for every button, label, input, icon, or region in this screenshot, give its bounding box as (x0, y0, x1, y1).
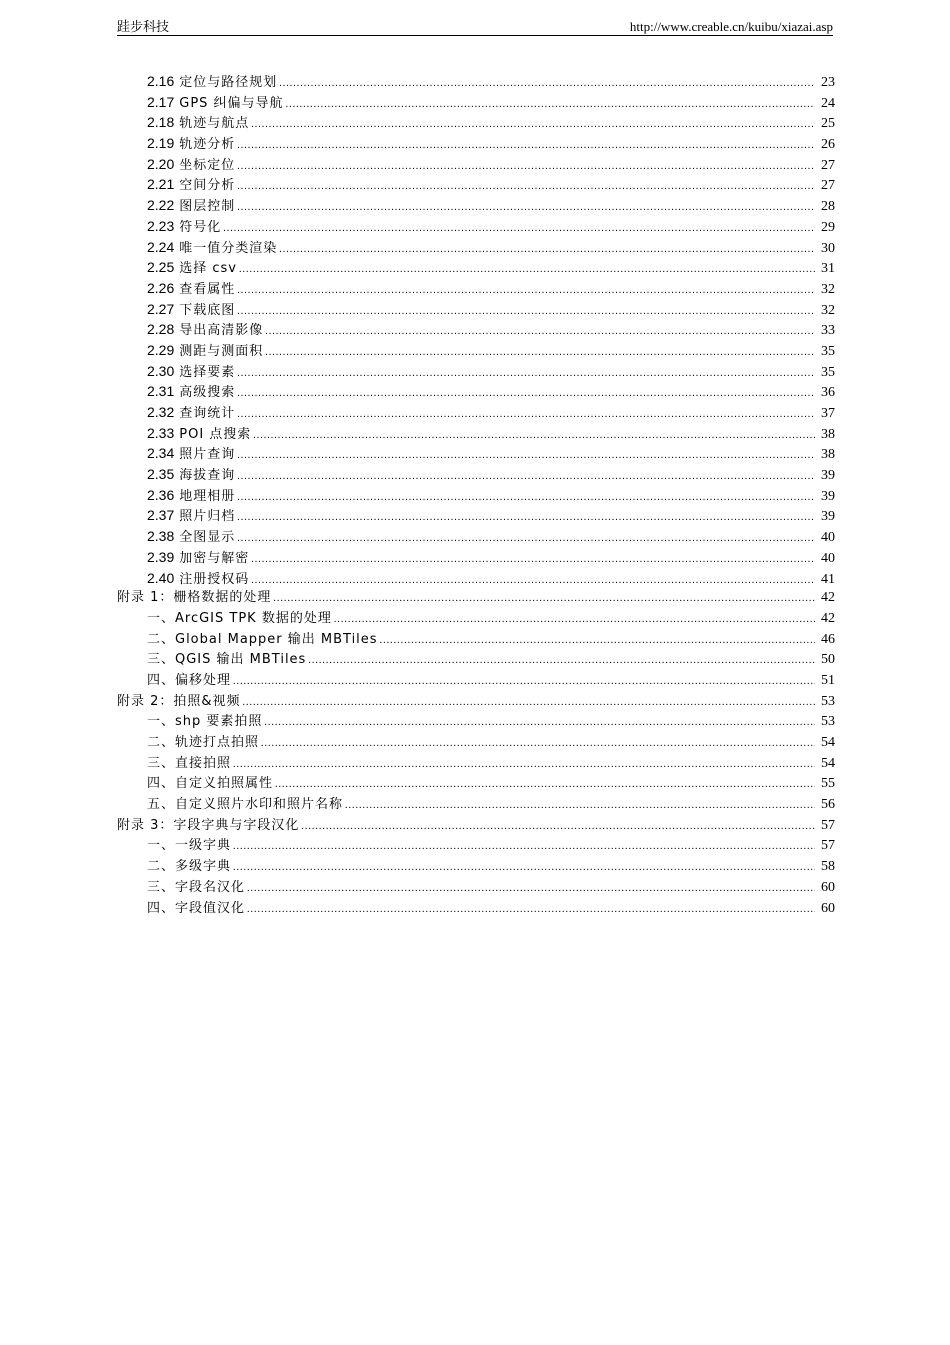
toc-entry-title: 选择 csv (179, 261, 237, 277)
toc-entry-page: 57 (821, 817, 835, 833)
company-name: 跬步科技 (117, 19, 170, 34)
toc-dot-leader (233, 837, 815, 858)
toc-dot-leader (380, 631, 815, 652)
toc-entry[interactable] (117, 195, 835, 216)
toc-entry-page: 27 (821, 178, 835, 194)
toc-entry-number: 2.16 (147, 73, 175, 89)
toc-dot-leader (265, 343, 815, 364)
toc-entry-page: 46 (821, 631, 835, 647)
toc-entry-page: 38 (821, 447, 835, 463)
toc-entry[interactable] (117, 278, 835, 299)
toc-entry[interactable] (117, 237, 835, 258)
toc-entry-title: 查看属性 (179, 281, 236, 297)
toc-entry[interactable] (117, 423, 835, 444)
toc-entry-title: 附录 2：拍照&视频 (117, 693, 241, 709)
toc-dot-leader (237, 364, 815, 385)
toc-entry-title: 下载底图 (179, 302, 236, 318)
toc-entry-title: 查询统计 (179, 406, 236, 421)
toc-entry-page: 40 (821, 530, 835, 546)
toc-entry-number: 2.18 (147, 114, 175, 131)
toc-entry-number: 2.35 (147, 466, 175, 483)
toc-entry-page: 39 (821, 509, 835, 525)
toc-entry[interactable] (117, 609, 835, 630)
toc-entry-title: 附录 3：字段字典与字段汉化 (117, 817, 300, 833)
toc-dot-leader (301, 817, 815, 838)
toc-entry[interactable] (117, 816, 835, 837)
toc-entry-title: 四、自定义拍照属性 (147, 776, 274, 792)
toc-entry-title: 选择要素 (179, 364, 236, 380)
toc-entry-title: POI 点搜索 (179, 426, 252, 442)
toc-entry[interactable] (117, 588, 835, 609)
toc-entry-title: 地理相册 (179, 488, 236, 504)
toc-entry-page: 32 (821, 281, 835, 297)
toc-entry-title: 全图显示 (179, 530, 236, 546)
toc-entry-title: 三、字段名汉化 (147, 879, 246, 895)
toc-dot-leader (223, 219, 815, 240)
toc-entry[interactable] (117, 692, 835, 713)
toc-entry[interactable] (117, 361, 835, 382)
toc-entry-page: 28 (821, 199, 835, 215)
toc-entry-number: 2.26 (147, 279, 175, 296)
toc-entry-number: 2.40 (147, 569, 175, 586)
toc-entry[interactable] (117, 216, 835, 237)
toc-entry[interactable] (117, 630, 835, 651)
toc-entry-title: 测距与测面积 (179, 343, 264, 359)
toc-entry[interactable] (117, 464, 835, 485)
toc-entry[interactable] (117, 899, 835, 920)
toc-entry-number: 2.23 (147, 217, 175, 234)
toc-entry-page: 54 (821, 735, 835, 750)
toc-entry[interactable] (117, 878, 835, 899)
toc-dot-leader (273, 589, 815, 610)
toc-entry-title: 一、一级字典 (147, 838, 232, 854)
toc-entry-number: 2.29 (147, 341, 175, 358)
toc-entry-title: 轨迹与航点 (179, 116, 250, 132)
toc-entry-title: 定位与路径规划 (179, 75, 278, 90)
page-header (117, 18, 833, 36)
toc-dot-leader (261, 734, 815, 755)
toc-entry[interactable] (117, 774, 835, 795)
toc-entry-page: 38 (821, 426, 835, 442)
toc-dot-leader (275, 775, 815, 796)
toc-entry-number: 2.24 (147, 238, 175, 255)
toc-entry[interactable] (117, 836, 835, 857)
toc-entry-title: 附录 1：栅格数据的处理 (117, 590, 272, 606)
toc-entry[interactable] (117, 174, 835, 195)
toc-dot-leader (237, 529, 815, 550)
toc-dot-leader (237, 405, 815, 426)
toc-entry[interactable] (117, 857, 835, 878)
toc-entry-title: GPS 纠偏与导航 (179, 95, 284, 111)
toc-entry-page: 30 (821, 240, 835, 256)
toc-dot-leader (239, 260, 815, 281)
toc-dot-leader (237, 302, 815, 323)
toc-dot-leader (279, 74, 815, 95)
toc-dot-leader (237, 281, 815, 302)
toc-entry-page: 51 (821, 672, 835, 688)
toc-entry-page: 39 (821, 488, 835, 504)
toc-dot-leader (237, 488, 815, 509)
toc-entry-title: 符号化 (179, 219, 222, 235)
toc-dot-leader (286, 95, 815, 116)
toc-entry-title: 海拔查询 (179, 468, 236, 484)
toc-entry[interactable] (117, 71, 835, 92)
toc-dot-leader (233, 858, 815, 879)
toc-entry-number: 2.27 (147, 300, 175, 317)
toc-entry-page: 60 (821, 900, 835, 916)
toc-entry-title: 空间分析 (179, 178, 236, 194)
toc-dot-leader (237, 384, 815, 405)
toc-dot-leader (334, 610, 815, 631)
toc-entry-title: 二、轨迹打点拍照 (147, 735, 260, 750)
toc-dot-leader (265, 322, 815, 343)
toc-dot-leader (237, 157, 815, 178)
toc-entry[interactable] (117, 733, 835, 754)
toc-dot-leader (345, 796, 815, 817)
toc-dot-leader (264, 713, 815, 734)
toc-entry-title: 唯一值分类渲染 (179, 240, 278, 256)
toc-entry-title: 一、shp 要素拍照 (147, 714, 263, 730)
toc-entry-page: 53 (821, 693, 835, 709)
toc-entry-title: 三、直接拍照 (147, 755, 232, 771)
toc-entry[interactable] (117, 92, 835, 113)
toc-entry-number: 2.39 (147, 548, 175, 565)
toc-entry-number: 2.22 (147, 197, 175, 214)
toc-dot-leader (247, 900, 815, 921)
toc-entry[interactable] (117, 340, 835, 361)
toc-entry-title: 导出高清影像 (179, 323, 264, 339)
toc-entry[interactable] (117, 712, 835, 733)
toc-dot-leader (233, 672, 815, 693)
toc-dot-leader (237, 446, 815, 467)
toc-dot-leader (251, 115, 815, 136)
toc-entry[interactable] (117, 154, 835, 175)
toc-entry-page: 31 (821, 261, 835, 277)
toc-entry-number: 2.20 (147, 155, 175, 172)
toc-entry[interactable] (117, 257, 835, 278)
toc-dot-leader (308, 651, 815, 672)
toc-entry-title: 五、自定义照片水印和照片名称 (147, 797, 344, 813)
toc-entry-page: 39 (821, 468, 835, 484)
toc-entry-number: 2.19 (147, 135, 175, 152)
toc-entry-number: 2.36 (147, 486, 175, 503)
toc-entry[interactable] (117, 505, 835, 526)
toc-entry-title: 二、Global Mapper 输出 MBTiles (147, 631, 378, 647)
toc-entry-title: 高级搜索 (179, 385, 236, 401)
toc-entry[interactable] (117, 650, 835, 671)
toc-entry-page: 32 (821, 302, 835, 318)
toc-entry-page: 37 (821, 406, 835, 421)
toc-entry[interactable] (117, 568, 835, 589)
toc-entry-number: 2.38 (147, 528, 175, 545)
toc-entry-title: 照片归档 (179, 509, 236, 525)
toc-entry-page: 40 (821, 550, 835, 566)
toc-entry[interactable] (117, 381, 835, 402)
toc-entry-number: 2.25 (147, 259, 175, 276)
toc-entry-number: 2.17 (147, 93, 175, 110)
toc-entry-page: 25 (821, 116, 835, 132)
toc-entry-title: 照片查询 (179, 447, 236, 463)
toc-entry-title: 一、ArcGIS TPK 数据的处理 (147, 610, 332, 626)
toc-entry-title: 加密与解密 (179, 550, 250, 566)
toc-entry[interactable] (117, 795, 835, 816)
toc-entry[interactable] (117, 485, 835, 506)
toc-entry-number: 2.21 (147, 176, 175, 193)
toc-entry-page: 54 (821, 755, 835, 771)
toc-entry-number: 2.33 (147, 424, 175, 441)
toc-entry-page: 56 (821, 797, 835, 813)
toc-entry[interactable] (117, 402, 835, 423)
toc-dot-leader (253, 426, 815, 447)
toc-entry-page: 24 (821, 95, 835, 111)
toc-entry[interactable] (117, 133, 835, 154)
toc-entry[interactable] (117, 319, 835, 340)
toc-dot-leader (237, 136, 815, 157)
toc-entry-number: 2.31 (147, 383, 175, 400)
toc-entry-title: 注册授权码 (179, 571, 250, 587)
toc-entry-number: 2.34 (147, 445, 175, 462)
toc-entry-page: 35 (821, 343, 835, 359)
toc-dot-leader (237, 177, 815, 198)
toc-entry-number: 2.28 (147, 321, 175, 338)
toc-entry-page: 55 (821, 776, 835, 792)
toc-entry-page: 27 (821, 157, 835, 173)
toc-entry-title: 图层控制 (179, 199, 236, 215)
toc-entry[interactable] (117, 299, 835, 320)
toc-entry-page: 53 (821, 714, 835, 730)
table-of-contents (117, 71, 835, 919)
toc-dot-leader (233, 755, 815, 776)
toc-entry-title: 坐标定位 (179, 157, 236, 173)
toc-dot-leader (237, 508, 815, 529)
toc-entry-page: 35 (821, 364, 835, 380)
toc-entry-page: 42 (821, 610, 835, 626)
toc-entry-number: 2.37 (147, 507, 175, 524)
header-url[interactable]: http://www.creable.cn/kuibu/xiazai.asp (629, 19, 833, 34)
toc-entry-page: 33 (821, 323, 835, 339)
toc-entry-page: 42 (821, 590, 835, 606)
toc-dot-leader (279, 240, 815, 261)
toc-entry[interactable] (117, 754, 835, 775)
toc-entry-page: 29 (821, 219, 835, 235)
toc-entry-page: 41 (821, 571, 835, 587)
toc-dot-leader (237, 467, 815, 488)
toc-entry-page: 50 (821, 652, 835, 668)
toc-entry[interactable] (117, 547, 835, 568)
toc-entry-title: 三、QGIS 输出 MBTiles (147, 652, 307, 668)
toc-dot-leader (247, 879, 815, 900)
toc-entry-page: 60 (821, 879, 835, 895)
toc-entry[interactable] (117, 526, 835, 547)
toc-entry-title: 轨迹分析 (179, 137, 236, 153)
toc-entry-number: 2.30 (147, 362, 175, 379)
toc-entry-title: 四、偏移处理 (147, 672, 232, 688)
toc-entry-page: 58 (821, 859, 835, 875)
toc-entry-title: 二、多级字典 (147, 859, 232, 875)
toc-dot-leader (243, 693, 815, 714)
toc-entry-page: 23 (821, 75, 835, 90)
toc-entry-page: 26 (821, 137, 835, 153)
toc-entry-number: 2.32 (147, 404, 175, 420)
toc-entry-page: 36 (821, 385, 835, 401)
toc-dot-leader (237, 198, 815, 219)
toc-entry-page: 57 (821, 838, 835, 854)
toc-dot-leader (251, 571, 815, 592)
toc-entry[interactable] (117, 671, 835, 692)
toc-entry-title: 四、字段值汉化 (147, 900, 246, 916)
toc-entry[interactable] (117, 443, 835, 464)
toc-entry[interactable] (117, 112, 835, 133)
toc-dot-leader (251, 550, 815, 571)
